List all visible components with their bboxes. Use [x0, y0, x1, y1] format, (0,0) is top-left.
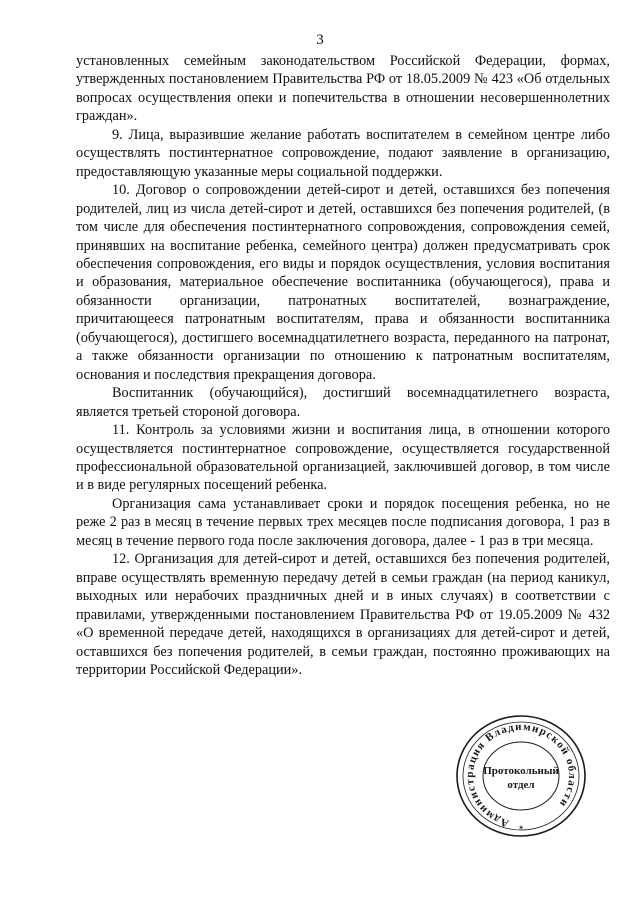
paragraph-visits: Организация сама устанавливает сроки и порядок посещения ребенка, но не реже 2 раз в месяц в течение первых трех месяцев после подписания договора, 1 раз в месяц в течение первого года после заключения договора, далее - 1 раз в три месяца.	[76, 495, 610, 549]
paragraph-item-11: 11. Контроль за условиями жизни и воспитания лица, в отношении которого осуществляется постинтернатное сопровождение, осуществляется государственной профессиональной образовательной организацией, заключившей договор, в том числе и в виде регулярных посещений ребенка.	[76, 422, 610, 494]
paragraph-item-10: 10. Договор о сопровождении детей-сирот и детей, оставшихся без попечения родителей, лиц из числа детей-сирот и детей, оставшихся без попечения родителей, (в том числе для обеспечения постинтернатного сопровождения, сопровождения семей, принявших на воспитание ребенка, семейного центра) должен предусматривать срок обеспечения сопровождения, его виды и порядок осуществления, условия воспитания и образования, материальное обеспечение воспитанника (обучающегося), права и обязанности организации, патронатных воспитателей, вознаграждение, причитающееся патронатным воспитателям, права и обязанности воспитанника (обучающегося), достигшего восемнадцатилетнего возраста, переданного на патронат, а также обязанности организации по отношению к патронатным воспитателям, основания и последствия прекращения договора.	[76, 182, 610, 383]
svg-text:Протокольный: Протокольный	[483, 765, 559, 777]
paragraph-item-12: 12. Организация для детей-сирот и детей, оставшихся без попечения родителей, вправе осуществлять временную передачу детей в семьи граждан (на период каникул, выходных или нерабочих праздничных дней и в иных случаях) в соответствии с правилами, утвержденными постановлением Правительства РФ от 19.05.2009 № 432 «О временной передаче детей, находящихся в организациях для детей-сирот и детей, оставшихся без попечения родителей, в семьи граждан, постоянно проживающих на территории Российской Федерации».	[76, 551, 610, 678]
official-stamp	[454, 712, 588, 838]
page-number: 3	[316, 32, 324, 48]
svg-text:отдел: отдел	[507, 779, 535, 791]
svg-text:Администрация Владимирской обл: Администрация Владимирской области	[463, 720, 579, 830]
paragraph-pupil-party: Воспитанник (обучающийся), достигший восемнадцатилетнего возраста, является третьей стороной договора.	[76, 385, 610, 420]
svg-text:✶: ✶	[518, 824, 524, 832]
paragraph-continuation: установленных семейным законодательством Российской Федерации, формах, утвержденных постановлением Правительства РФ от 18.05.2009 № 423 «Об отдельных вопросах осуществления опеки и попечительства в отношении несовершеннолетних граждан».	[76, 53, 610, 125]
paragraph-item-9: 9. Лица, выразившие желание работать воспитателем в семейном центре либо осуществлять постинтернатное сопровождение, подают заявление в организацию, предоставляющую указанные меры социальной поддержки.	[76, 126, 610, 180]
stamp-seal	[454, 712, 588, 838]
document-body	[76, 52, 610, 679]
